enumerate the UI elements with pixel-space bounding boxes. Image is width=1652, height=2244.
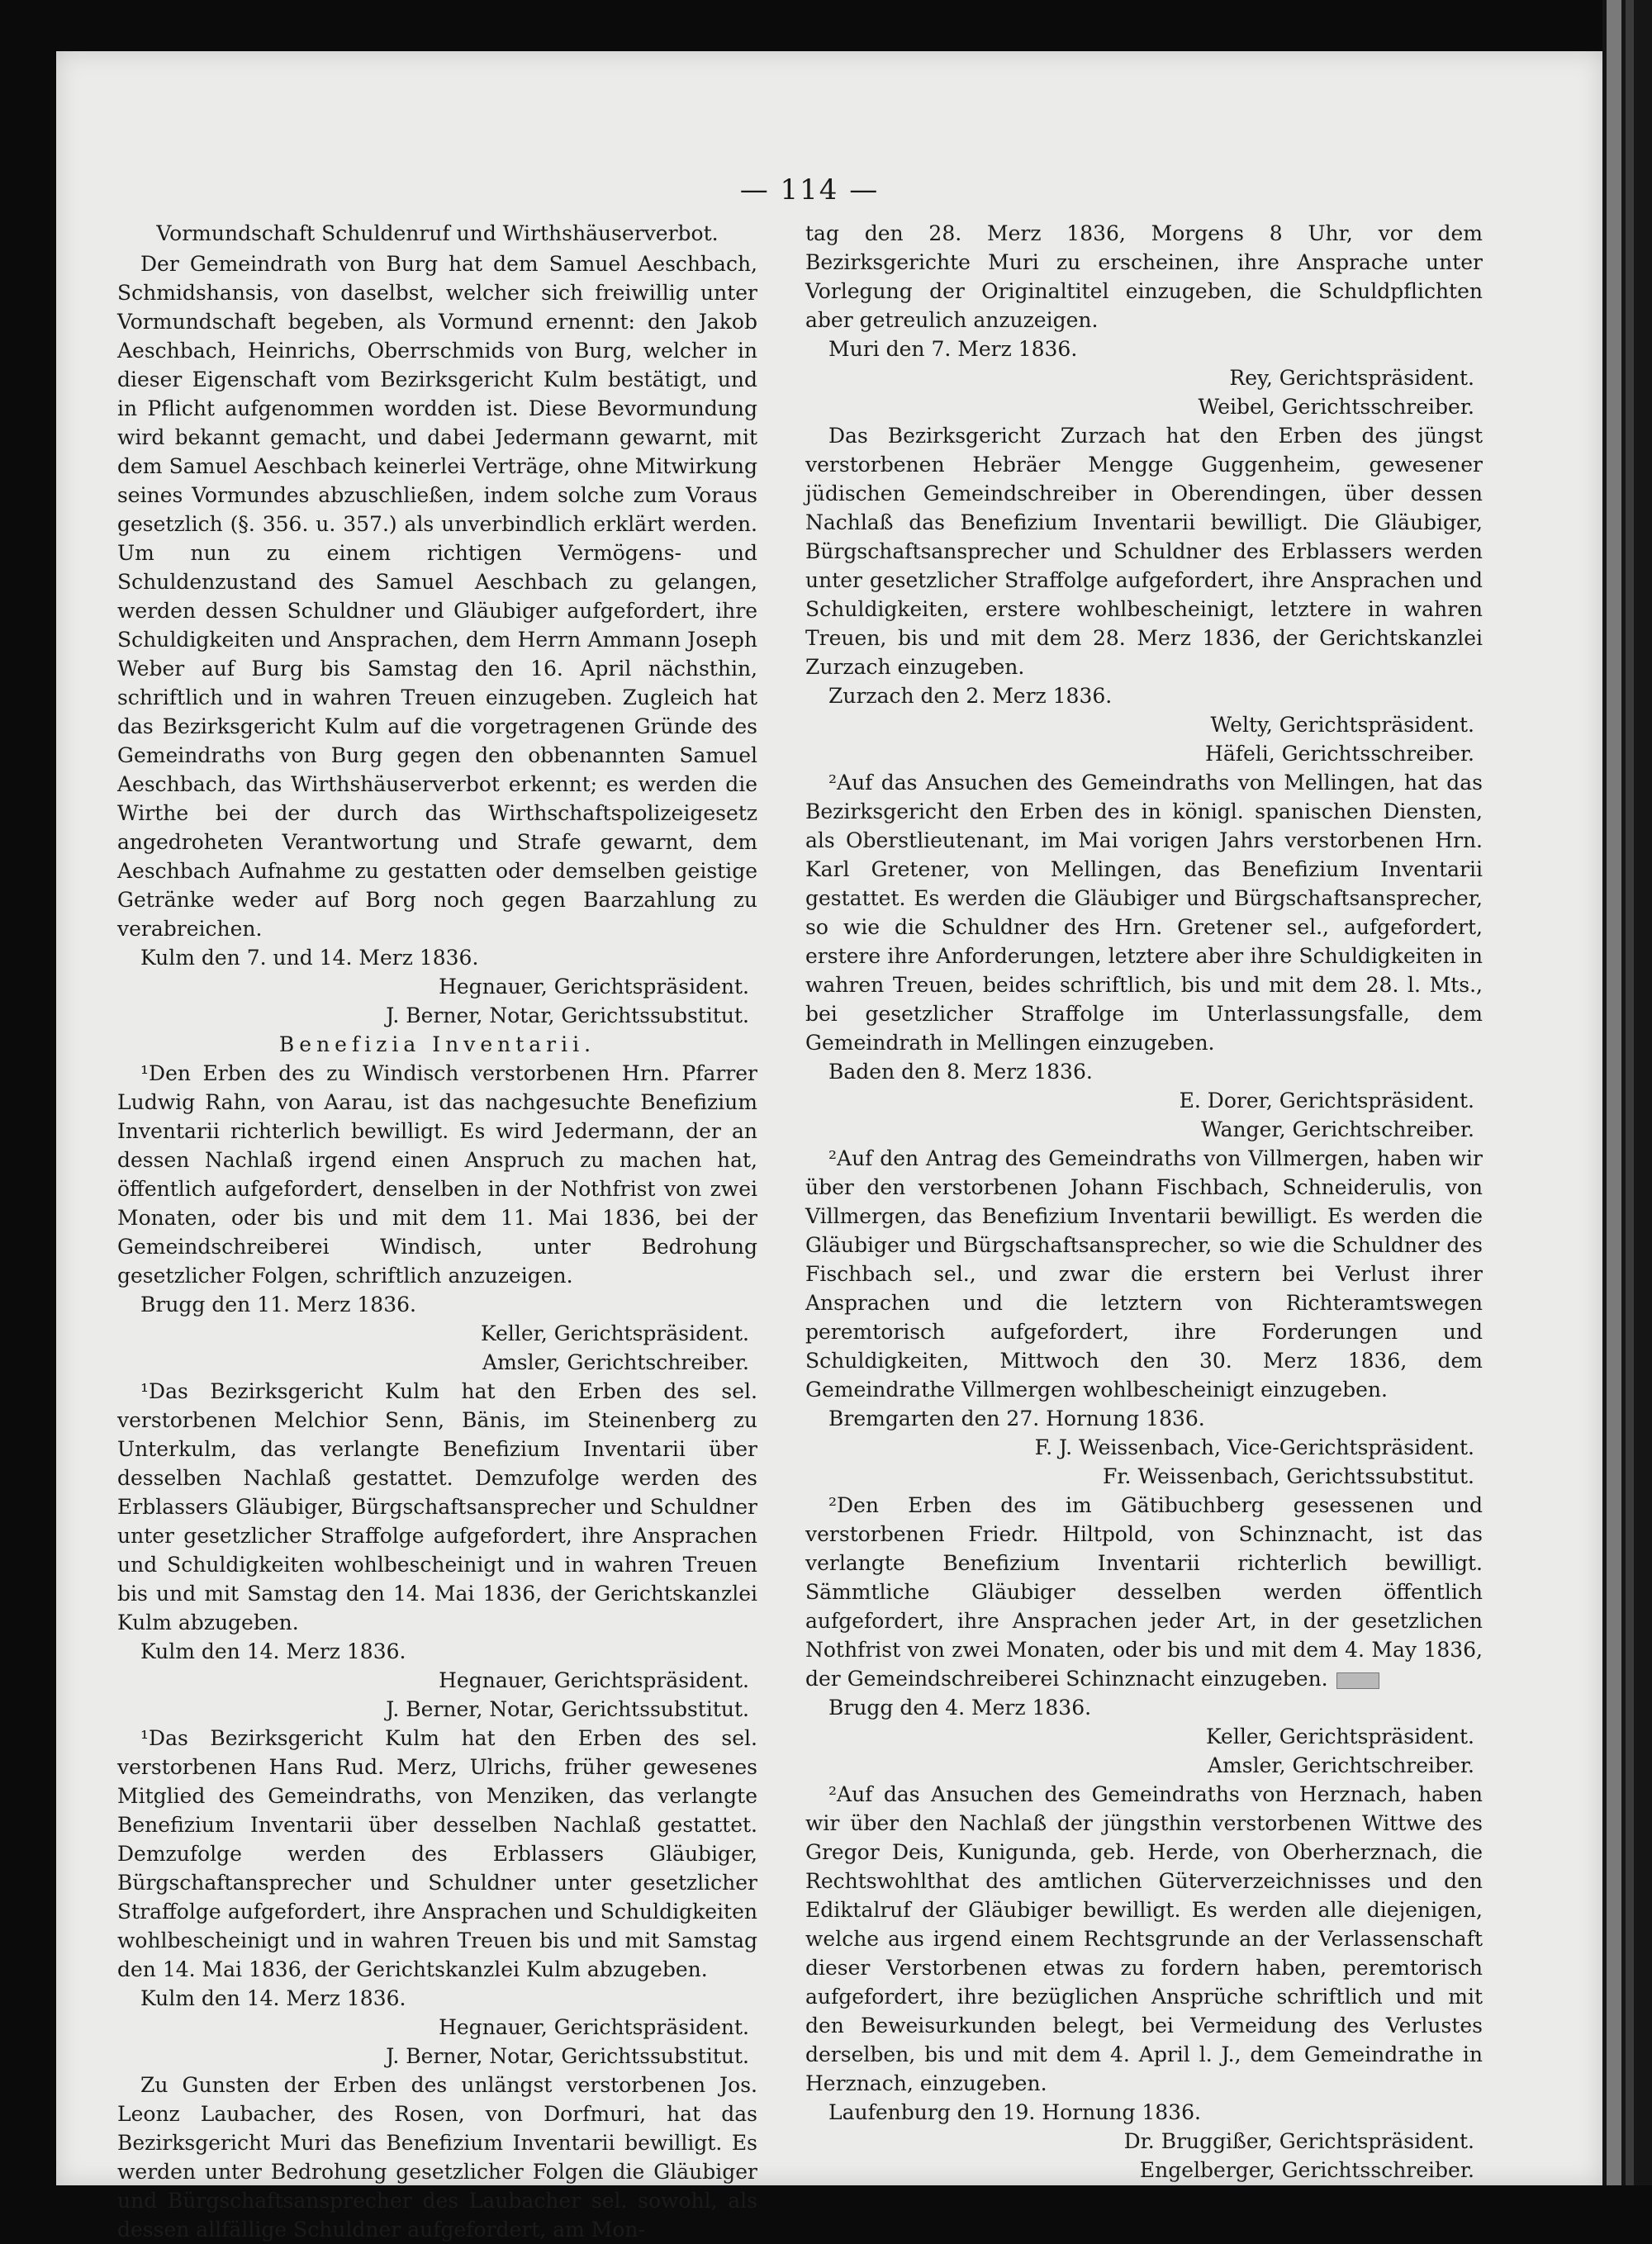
notice-paragraph: ¹Das Bezirksgericht Kulm hat den Erben des sel. verstorbenen Hans Rud. Merz, Ulrichs, früher gewesenes Mitglied des Gemeindraths, von Menziken, das verlangte Benefizium Inventarii über desselben Nachlaß gestattet. Demzufolge werden des Erblassers Gläubiger, Bürgschaftansprecher und Schuldner unter gesetzlicher Straffolge aufgefordert, ihre Ansprachen und Schuldigkeiten wohlbescheinigt und in wahren Treuen bis und mit Samstag den 14. Mai 1836, der Gerichtskanzlei Kulm abzugeben. [117, 1726, 757, 1981]
spine-edge-inner [1626, 0, 1634, 2185]
notice-signature: Fr. Weissenbach, Gerichtssubstitut. [1103, 1464, 1474, 1488]
notice-signature: J. Berner, Notar, Gerichtssubstitut. [386, 2044, 749, 2068]
notice-date: Kulm den 14. Merz 1836. [140, 1639, 406, 1663]
notice-date: Brugg den 11. Merz 1836. [140, 1293, 416, 1317]
right-column [805, 219, 1483, 2185]
notice-signature: Rey, Gerichtspräsident. [1229, 366, 1474, 390]
notice-paragraph: ¹Den Erben des zu Windisch verstorbenen Hrn. Pfarrer Ludwig Rahn, von Aarau, ist das nachgesuchte Benefizium Inventarii richterlich bewilligt. Es wird Jedermann, der an dessen Nachlaß irgend einen Anspruch zu machen hat, öffentlich aufgefordert, denselben in der Nothfrist von zwei Monaten, oder bis und mit dem 11. Mai 1836, bei der Gemeindschreiberei Windisch, unter Bedrohung gesetzlicher Folgen, schriftlich anzuzeigen. [117, 1061, 757, 1288]
notice-signature: Engelberger, Gerichtsschreiber. [1139, 2158, 1474, 2182]
notice-signature: Weibel, Gerichtsschreiber. [1198, 395, 1474, 419]
notice-date: Zurzach den 2. Merz 1836. [828, 684, 1113, 708]
notice-signature: Amsler, Gerichtschreiber. [1208, 1753, 1474, 1777]
notice-paragraph: ²Auf den Antrag des Gemeindraths von Villmergen, haben wir über den verstorbenen Johann Fischbach, Schneiderulis, von Villmergen, das Benefizium Inventarii bewilligt. Es werden die Gläubiger und Bürgschaftsansprecher, so wie die Schuldner des Fischbach sel., und zwar die erstern bei Verlust ihrer Ansprachen und die letztern von Richteramtswegen peremtorisch aufgefordert, ihre Forderungen und Schuldigkeiten, Mittwoch den 30. Merz 1836, dem Gemeindrathe Villmergen wohlbescheinigt einzugeben. [805, 1146, 1483, 1402]
notice-signature: Amsler, Gerichtschreiber. [482, 1350, 749, 1374]
notice-signature: Hegnauer, Gerichtspräsident. [439, 2015, 749, 2039]
notice-paragraph: ²Auf das Ansuchen des Gemeindraths von Herznach, haben wir über den Nachlaß der jüngsthin verstorbenen Wittwe des Gregor Deis, Kunigunda, geb. Herde, von Oberherznach, die Rechtswohlthat des amtlichen Güterverzeichnisses und den Ediktalruf der Gläubiger bewilligt. Es werden alle diejenigen, welche aus irgend einem Rechtsgrunde an der Verlassenschaft dieser Verstorbenen etwas zu fordern haben, peremtorisch aufgefordert, ihre bezüglichen Ansprüche schriftlich und mit den Beweisurkunden belegt, bei Vermeidung des Verlustes derselben, bis und mit dem 4. April l. J., dem Gemeindrathe in Herznach, einzugeben. [805, 1782, 1483, 2095]
notice-paragraph: ¹Das Bezirksgericht Kulm hat den Erben des sel. verstorbenen Melchior Senn, Bänis, im Steinenberg zu Unterkulm, das verlangte Benefizium Inventarii über desselben Nachlaß gestattet. Demzufolge werden des Erblassers Gläubiger, Bürgschaftsansprecher und Schuldner unter gesetzlicher Straffolge aufgefordert, ihre Ansprachen und Schuldigkeiten wohlbescheinigt und in wahren Treuen bis und mit Samstag den 14. Mai 1836, der Gerichtskanzlei Kulm abzugeben. [117, 1379, 757, 1634]
notice-paragraph: tag den 28. Merz 1836, Morgens 8 Uhr, vor dem Bezirksgerichte Muri zu erscheinen, ihre Ansprache unter Vorlegung der Originaltitel einzugeben, die Schuldpflichten aber getreulich anzuzeigen. [805, 221, 1483, 332]
notice-signature: J. Berner, Notar, Gerichtssubstitut. [386, 1697, 749, 1721]
stamp-mark [1336, 1672, 1379, 1689]
spine-edge [1607, 0, 1621, 2185]
notice-paragraph [805, 1491, 1483, 1693]
notice-date: Kulm den 7. und 14. Merz 1836. [140, 946, 479, 970]
left-column [117, 219, 757, 2244]
notice-signature: Keller, Gerichtspräsident. [1206, 1725, 1474, 1748]
notice-paragraph: Zu Gunsten der Erben des unlängst verstorbenen Jos. Leonz Laubacher, des Rosen, von Dorfmuri, hat das Bezirksgericht Muri das Benefizium Inventarii bewilligt. Es werden unter Bedrohung gesetzlicher Folgen die Gläubiger und Bürgschaftsansprecher des Laubacher sel. sowohl, als dessen allfällige Schuldner aufgefordert, am Mon- [117, 2073, 757, 2242]
notice-signature: Keller, Gerichtspräsident. [481, 1321, 749, 1345]
notice-signature: F. J. Weissenbach, Vice-Gerichtspräsident. [1034, 1435, 1474, 1459]
notice-paragraph: Das Bezirksgericht Zurzach hat den Erben des jüngst verstorbenen Hebräer Mengge Guggenheim, gewesener jüdischen Gemeindschreiber in Oberendingen, über dessen Nachlaß das Benefizium Inventarii bewilligt. Die Gläubiger, Bürgschaftsansprecher und Schuldner des Erblassers werden unter gesetzlicher Straffolge aufgefordert, ihre Ansprachen und Schuldigkeiten, erstere wohlbescheinigt, letztere in wahren Treuen, bis und mit dem 28. Merz 1836, der Gerichtskanzlei Zurzach einzugeben. [805, 424, 1483, 679]
notice-signature: E. Dorer, Gerichtspräsident. [1179, 1089, 1474, 1113]
notice-signature: Hegnauer, Gerichtspräsident. [439, 975, 749, 999]
notice-signature: Dr. Bruggißer, Gerichtspräsident. [1123, 2129, 1474, 2153]
notice-date: Brugg den 4. Merz 1836. [828, 1696, 1092, 1720]
notice-signature: Hegnauer, Gerichtspräsident. [439, 1668, 749, 1692]
notice-title: Vormundschaft Schuldenruf und Wirthshäuserverbot. [156, 221, 719, 245]
notice-signature: Häfeli, Gerichtsschreiber. [1205, 742, 1474, 766]
notice-date: Laufenburg den 19. Hornung 1836. [828, 2100, 1201, 2124]
notice-paragraph-text: ²Den Erben des im Gätibuchberg gesessenen und verstorbenen Friedr. Hiltpold, von Schinznacht, ist das verlangte Benefizium Inventarii richterlich bewilligt. Sämmtliche Gläubiger desselben werden öffentlich aufgefordert, ihre Ansprachen jeder Art, in der gesetzlichen Nothfrist von zwei Monaten, oder bis und mit dem 4. May 1836, der Gemeindschreiberei Schinznacht einzugeben. [805, 1493, 1483, 1691]
notice-date: Baden den 8. Merz 1836. [828, 1060, 1093, 1084]
notice-paragraph: Der Gemeindrath von Burg hat dem Samuel Aeschbach, Schmidshansis, von daselbst, welcher sich freiwillig unter Vormundschaft begeben, als Vormund ernennt: den Jakob Aeschbach, Heinrichs, Oberrschmids von Burg, welcher in dieser Eigenschaft vom Bezirksgericht Kulm bestätigt, und in Pflicht aufgenommen wordden ist. Diese Bevormundung wird bekannt gemacht, und dabei Jedermann gewarnt, mit dem Samuel Aeschbach keinerlei Verträge, ohne Mitwirkung seines Vormundes abzuschließen, indem solche zum Voraus gesetzlich (§. 356. u. 357.) als unverbindlich erklärt werden. Um nun zu einem richtigen Vermögens- und Schuldenzustand des Samuel Aeschbach zu gelangen, werden dessen Schuldner und Gläubiger aufgefordert, ihre Schuldigkeiten und Ansprachen, dem Herrn Ammann Joseph Weber auf Burg bis Samstag den 16. April nächsthin, schriftlich und in wahren Treuen einzugeben. Zugleich hat das Bezirksgericht Kulm auf die vorgetragenen Gründe des Gemeindraths von Burg gegen den obbenannten Samuel Aeschbach, das Wirthshäuserverbot erkennt; es werden die Wirthe bei der durch das Wirthschaftspolizeigesetz angedroheten Verantwortung und Strafe gewarnt, dem Aeschbach Aufnahme zu gestatten oder demselben geistige Getränke weder auf Borg noch gegen Baarzahlung zu verabreichen. [117, 252, 757, 941]
section-heading: Benefizia Inventarii. [278, 1032, 596, 1056]
notice-signature: Wanger, Gerichtschreiber. [1201, 1117, 1474, 1141]
notice-signature: J. Berner, Notar, Gerichtssubstitut. [386, 1003, 749, 1027]
notice-date: Kulm den 14. Merz 1836. [140, 1986, 406, 2010]
notice-date: Bremgarten den 27. Hornung 1836. [828, 1407, 1205, 1430]
notice-signature: Welty, Gerichtspräsident. [1210, 713, 1474, 737]
page-number: — 114 — [739, 173, 880, 206]
notice-date: Muri den 7. Merz 1836. [828, 337, 1078, 361]
notice-paragraph: ²Auf das Ansuchen des Gemeindraths von Mellingen, hat das Bezirksgericht den Erben des in königl. spanischen Diensten, als Oberstlieutenant, im Mai vorigen Jahrs verstorbenen Hrn. Karl Gretener, von Mellingen, das Benefizium Inventarii gestattet. Es werden die Gläubiger und Bürgschaftsansprecher, so wie die Schuldner des Hrn. Gretener sel., aufgefordert, erstere ihre Anforderungen, letztere aber ihre Schuldigkeiten in wahren Treuen, beides schriftlich, bis und mit dem 28. l. Mts., bei gesetzlicher Straffolge im Unterlassungsfalle, dem Gemeindrath in Mellingen einzugeben. [805, 771, 1483, 1055]
